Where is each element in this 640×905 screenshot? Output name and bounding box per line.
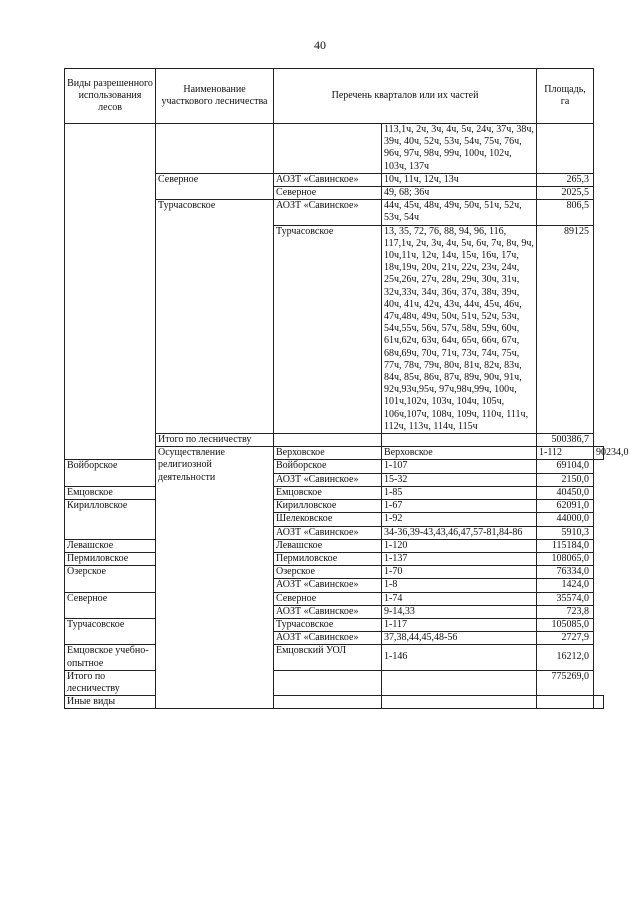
area-cell: 40450,0 — [537, 486, 594, 499]
quarters-cell: 1-120 — [382, 539, 537, 552]
subforestry-cell: Войборское — [274, 460, 382, 473]
total-area: 500386,7 — [537, 434, 594, 447]
use-type-cell: Осуществление религиозной деятельности — [156, 447, 274, 709]
area-cell: 1424,0 — [537, 579, 594, 592]
subforestry-cell: АОЗТ «Савинское» — [274, 579, 382, 592]
quarters-cell: 1-117 — [382, 618, 537, 631]
quarters-cell: 1-137 — [382, 552, 537, 565]
area-cell: 16212,0 — [537, 645, 594, 670]
area-cell: 265,3 — [537, 173, 594, 186]
subforestry-cell: Верховское — [382, 447, 537, 460]
subforestry-cell: АОЗТ «Савинское» — [274, 173, 382, 186]
page-number: 40 — [314, 38, 326, 52]
forestry-cell: Северное — [156, 173, 274, 199]
header-forestry: Наименование участкового лесничества — [156, 69, 274, 124]
table-row — [65, 645, 604, 670]
subforestry-cell: АОЗТ «Савинское» — [274, 200, 382, 225]
quarters-cell: 113,1ч, 2ч, 3ч, 4ч, 5ч, 24ч, 37ч, 38ч, 39ч, 40ч, 52ч, 53ч, 54ч, 75ч, 76ч, 96ч, 97ч, 98ч, 99ч, 100ч, 102ч, 103ч, 137ч — [382, 124, 537, 174]
quarters-cell: 1-112 — [537, 447, 594, 460]
area-cell: 62091,0 — [537, 500, 594, 513]
area-cell: 105085,0 — [537, 618, 594, 631]
subforestry-cell: Емцовский УОЛ — [274, 645, 382, 670]
table-row — [65, 460, 604, 473]
table-row — [65, 566, 604, 579]
table-header-row — [65, 69, 604, 124]
table-row — [65, 124, 604, 174]
subforestry-cell: Шелековское — [274, 513, 382, 526]
subforestry-cell: АОЗТ «Савинское» — [274, 526, 382, 539]
area-cell: 5910,3 — [537, 526, 594, 539]
forestry-cell: Турчасовское — [65, 618, 156, 644]
quarters-cell: 9-14,33 — [382, 605, 537, 618]
subforestry-cell: Турчасовское — [274, 225, 382, 433]
forest-use-table — [64, 68, 629, 709]
quarters-cell: 1-70 — [382, 566, 537, 579]
area-cell: 89125 — [537, 225, 594, 433]
subforestry-cell: Северное — [274, 187, 382, 200]
area-cell: 2727,9 — [537, 632, 594, 645]
use-type-cell: Иные виды — [65, 696, 156, 709]
total-label: Итого по лесничеству — [156, 434, 274, 447]
forestry-cell: Турчасовское — [156, 200, 274, 434]
quarters-cell: 49, 68; 36ч — [382, 187, 537, 200]
subforestry-cell: АОЗТ «Савинское» — [274, 473, 382, 486]
quarters-cell: 1-107 — [382, 460, 537, 473]
forestry-cell: Верховское — [274, 447, 382, 460]
area-cell: 76334,0 — [537, 566, 594, 579]
table-row — [65, 592, 604, 605]
table-row — [65, 500, 604, 513]
subforestry-cell: Левашское — [274, 539, 382, 552]
quarters-cell: 34-36,39-43,43,46,47,57-81,84-86 — [382, 526, 537, 539]
table-row — [65, 618, 604, 631]
area-cell: 108065,0 — [537, 552, 594, 565]
total-label: Итого по лесничеству — [65, 670, 156, 695]
forestry-cell: Кирилловское — [65, 500, 156, 540]
total-area: 775269,0 — [537, 670, 594, 695]
table-row — [65, 486, 604, 499]
area-cell: 44000,0 — [537, 513, 594, 526]
area-cell: 2025,5 — [537, 187, 594, 200]
quarters-cell: 1-85 — [382, 486, 537, 499]
area-cell: 2150,0 — [537, 473, 594, 486]
subforestry-cell: АОЗТ «Савинское» — [274, 605, 382, 618]
forestry-cell: Северное — [65, 592, 156, 618]
subforestry-cell: Турчасовское — [274, 618, 382, 631]
quarters-cell: 10ч, 11ч, 12ч, 13ч — [382, 173, 537, 186]
header-area: Площадь, га — [537, 69, 594, 124]
area-cell — [537, 124, 594, 174]
subforestry-cell: Емцовское — [274, 486, 382, 499]
forestry-cell: Левашское — [65, 539, 156, 552]
subforestry-cell: Северное — [274, 592, 382, 605]
table-row — [65, 552, 604, 565]
subforestry-cell — [274, 124, 382, 174]
quarters-cell: 1-8 — [382, 579, 537, 592]
use-type-cell — [65, 124, 156, 460]
area-cell: 69104,0 — [537, 460, 594, 473]
header-quarters: Перечень кварталов или их частей — [274, 69, 537, 124]
quarters-cell: 15-32 — [382, 473, 537, 486]
forestry-cell: Пермиловское — [65, 552, 156, 565]
forestry-cell — [156, 124, 274, 174]
quarters-cell: 44ч, 45ч, 48ч, 49ч, 50ч, 51ч, 52ч, 53ч, 54ч — [382, 200, 537, 225]
area-cell: 115184,0 — [537, 539, 594, 552]
subforestry-cell: Пермиловское — [274, 552, 382, 565]
quarters-cell: 37,38,44,45,48-56 — [382, 632, 537, 645]
table-row-total — [65, 670, 604, 695]
quarters-cell: 1-74 — [382, 592, 537, 605]
area-cell: 806,5 — [537, 200, 594, 225]
subforestry-cell: Кирилловское — [274, 500, 382, 513]
quarters-cell: 13, 35, 72, 76, 88, 94, 96, 116, 117,1ч, 2ч, 3ч, 4ч, 5ч, 6ч, 7ч, 8ч, 9ч, 10ч,11ч, 12ч, 14ч, 15ч, 16ч, 17ч, 18ч,19ч, 20ч, 21ч, 22ч, 23ч, 24ч, 25ч,26ч, 27ч, 28ч, 29ч, 30ч, 31ч, 32ч,33ч, 34ч, 36ч, 37ч, 38ч, 39ч, 40ч, 41ч, 42ч, 43ч, 44ч, 45ч, 46ч, 47ч,48ч, 49ч, 50ч, 51ч, 52ч, 53ч, 54ч,55ч, 56ч, 57ч, 58ч, 59ч, 60ч, 61ч,62ч, 63ч, 64ч, 65ч, 66ч, 67ч, 68ч,69ч, 70ч, 71ч, 73ч, 74ч, 75ч, 77ч, 78ч, 79ч, 80ч, 81ч, 82ч, 83ч, 84ч, 85ч, 86ч, 87ч, 89ч, 90ч, 91ч, 92ч,93ч,95ч, 97ч,98ч,99ч, 100ч, 101ч,102ч, 103ч, 104ч, 105ч, 106ч,107ч, 108ч, 109ч, 110ч, 111ч, 112ч, 113ч, 114ч, 115ч — [382, 225, 537, 433]
area-cell: 35574,0 — [537, 592, 594, 605]
forestry-cell: Озерское — [65, 566, 156, 592]
area-cell: 723,8 — [537, 605, 594, 618]
subforestry-cell: Озерское — [274, 566, 382, 579]
area-cell: 90234,0 — [594, 447, 604, 460]
table-row — [65, 539, 604, 552]
forestry-cell: Емцовское — [65, 486, 156, 499]
quarters-cell: 1-67 — [382, 500, 537, 513]
forestry-cell: Емцовское учебно-опытное — [65, 645, 156, 670]
quarters-cell: 1-92 — [382, 513, 537, 526]
subforestry-cell: АОЗТ «Савинское» — [274, 632, 382, 645]
quarters-cell: 1-146 — [382, 645, 537, 670]
forestry-cell: Войборское — [65, 460, 156, 486]
table-row — [65, 696, 604, 709]
header-use-type: Виды разрешенного использования лесов — [65, 69, 156, 124]
